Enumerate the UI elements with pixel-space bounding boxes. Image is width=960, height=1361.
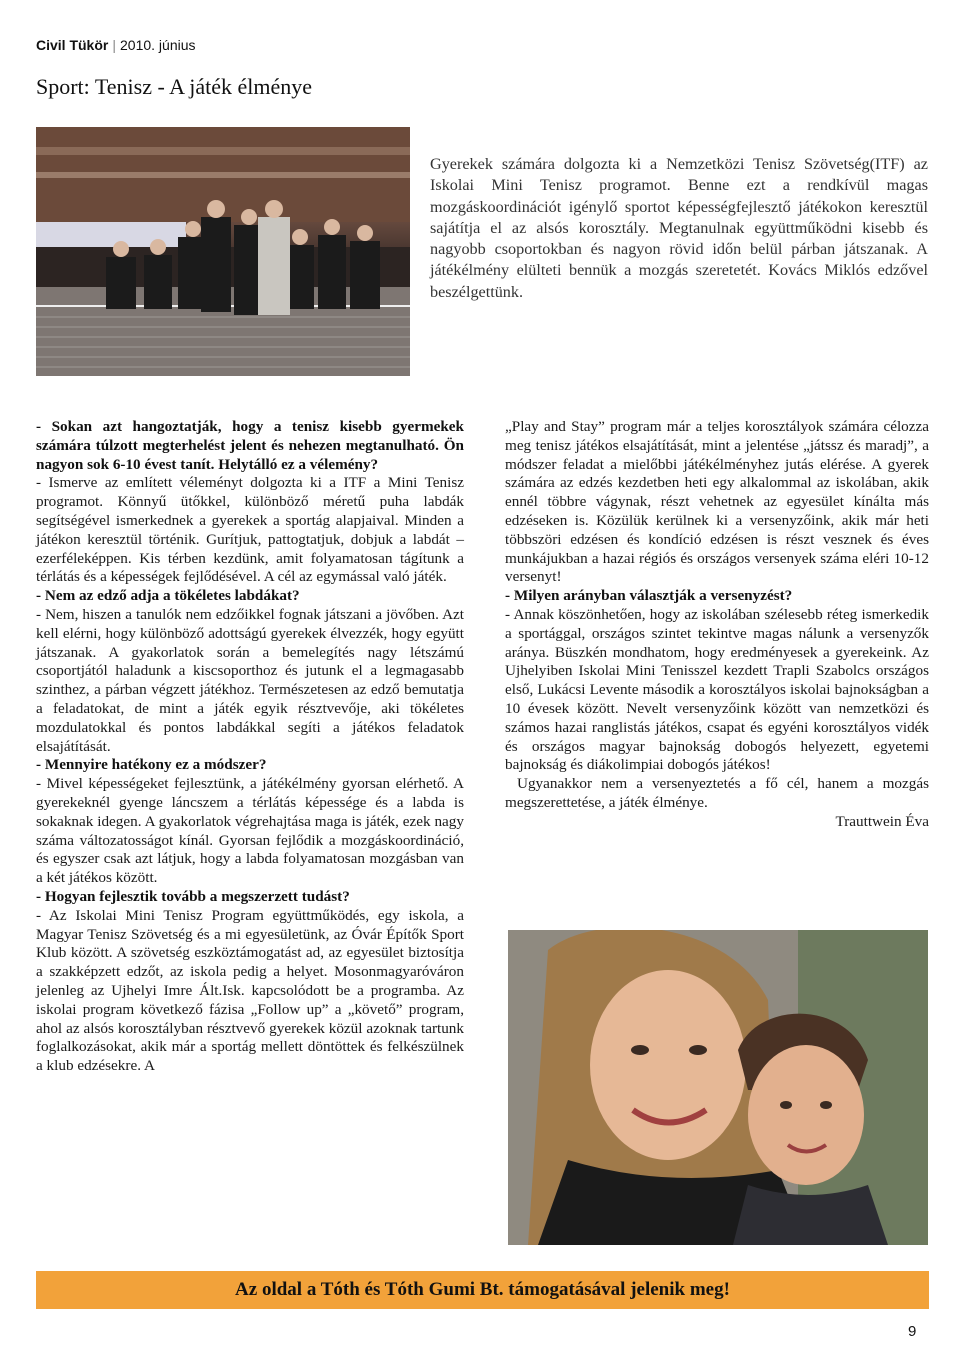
closing-paragraph: Ugyanakkor nem a versenyeztetés a fő cél, hanem a mozgás megszerettetése, a játék élménye. <box>505 775 929 811</box>
running-header <box>36 37 196 53</box>
header-separator: | <box>112 37 116 53</box>
author-signature: Trauttwein Éva <box>835 812 929 830</box>
sponsor-banner <box>36 1271 929 1309</box>
interview-answer: „Play and Stay” program már a teljes korosztályok számára célozza meg tenisz játékos elsajátítását, mint a jelentése „játssz és maradj”, a módszer feladat a mielőbbi játékélményhez jutás elérése. A gyerek számára az edzés kezdetben heti egy alkalommal az iskolában, akik ennél többre vágynak, részt vehetnek az egyesület kínálta más edzéseken is. Közülük kerülnek ki a versenyzőink, akik már heti többszöri edzésen és kondíció edzésen is részt vesznek és éves munkájukban a hazai régiós és országos versenyek száma eléri 10-12 versenyt! <box>505 418 929 586</box>
interview-question: - Sokan azt hangoztatják, hogy a tenisz kisebb gyermekek számára túlzott megterhelést jelent és nehezen megtanulható. Ön nagyon sok 6-10 évest tanít. Helytálló ez a vélemény? <box>36 418 464 473</box>
interview-question: - Hogyan fejlesztik tovább a megszerzett tudást? <box>36 887 350 905</box>
interview-answer: - Nem, hiszen a tanulók nem edzőikkel fognak játszani a jövőben. Azt kell elérni, hogy különböző adottságú gyerekek élvezzék, hogy együtt játszanak. A gyakorlatok során a bemelegítés nagy létszámú csoportjától haladunk a kiscsoporthoz és jutunk el a legmagasabb szinthez, a párban végzett játékhoz. Természetesen az edző bemutatja a feladatokat, de mint a játék egyik résztvevője, aki tökéletes mozdulatokkal és pontos labdákkal segíti a játékos feladatok elsajátítását. <box>36 605 464 755</box>
article-intro: Gyerekek számára dolgozta ki a Nemzetközi Tenisz Szövetség(ITF) az Iskolai Mini Tenisz programot. Benne ezt a rendkívül magas mozgáskoordinációt igénylő sportot képességfejlesztő játékokon keresztül sajátítja el az alsós korosztály. Megtanulnak együttműködni kisebb és nagyobb csoportokban és nagyon rövid időn belül párban játszanak. A játékélmény elülteti bennük a mozgás szeretetét. Kovács Miklós edzővel beszélgettünk. <box>430 155 928 301</box>
team-photo <box>36 127 410 376</box>
interview-question: - Milyen arányban választják a versenyzést? <box>505 587 793 605</box>
interview-answer: - Ismerve az említett véleményt dolgozta ki a ITF a Mini Tenisz programot. Könnyű ütőkkel, különböző méretű puha labdák segítségével ismerkednek a gyerekek a sportág alapjaival. Minden a játékon keresztül történik. Gurítjuk, pattogtatjuk, dobjuk a labdát – ezerféleképpen. Kis térben kezdünk, amit folyamatosan tágítunk a térlátás és a képességek fejlődésével. A cél az egymással való játék. <box>36 474 464 586</box>
issue-date: 2010. június <box>120 37 196 53</box>
team-photo-illustration <box>36 127 410 376</box>
magazine-name: Civil Tükör <box>36 37 109 53</box>
sponsor-text: Az oldal a Tóth és Tóth Gumi Bt. támogatásával jelenik meg! <box>235 1279 730 1300</box>
interview-question: - Nem az edző adja a tökéletes labdákat? <box>36 587 300 605</box>
left-column <box>36 418 464 1076</box>
portrait-photo <box>508 930 928 1245</box>
article-title: Sport: Tenisz - A játék élménye <box>36 74 313 99</box>
interview-answer: - Az Iskolai Mini Tenisz Program együttműködés, egy iskola, a Magyar Tenisz Szövetség és a mi egyesületünk, az Óvár Építők Sport Klub között. A szövetség eszköztámogatást ad, az egyesület biztosítja a szakképzett edzőt, az iskola pedig a helyet. Mosonmagyaróváron jelenleg az Ujhelyi Imre Ált.Isk. kapcsolódott be a programba. Az iskolai program következő fázisa „Follow up” a „követő” program, ahol az alsós korosztályban résztvevő gyerekek közül azoknak tartunk foglalkozásokat, akik már a sportág mellett döntöttek és felkészülnek a klub edzésekre. A <box>36 906 464 1075</box>
interview-question: - Mennyire hatékony ez a módszer? <box>36 756 267 774</box>
portrait-photo-illustration <box>508 930 928 1245</box>
page-number: 9 <box>908 1323 917 1340</box>
interview-answer: - Mivel képességeket fejlesztünk, a játékélmény gyorsan elérhető. A gyerekeknél gyenge láncszem a térlátás képessége és a labda is sokaknak idegen. A gyakorlatok végrehajtása maga is játék, ezek nagy száma változatosságot kínál. Gyorsan fejlődik a mozgáskoordináció, és egyszer csak azt látjuk, hogy a labda folyamatosan mozgásban van a két játékos között. <box>36 775 464 887</box>
right-column <box>505 418 929 832</box>
interview-answer: - Annak köszönhetően, hogy az iskolában szélesebb réteg ismerkedik a sportággal, országos szintet tekintve magas nálunk a versenyzők aránya. Büszkén mondhatom, hogy eredményesek a gyerekeink. Az Ujhelyiben Iskolai Mini Tenisszel kezdett Trapli Szabolcs országos első, Lukácsi Levente második a korosztályos iskolai bajnokságban a 10 évesek között. Nevelt versenyzőink között van nemzetközi és számos hazai ranglistás játékos, csapat és egyéni korosztályos vidék és országos magyar bajnokság dobogós helyezett, egyetemi bajnokság és diákolimpiai dobogós játékos! <box>505 605 929 774</box>
